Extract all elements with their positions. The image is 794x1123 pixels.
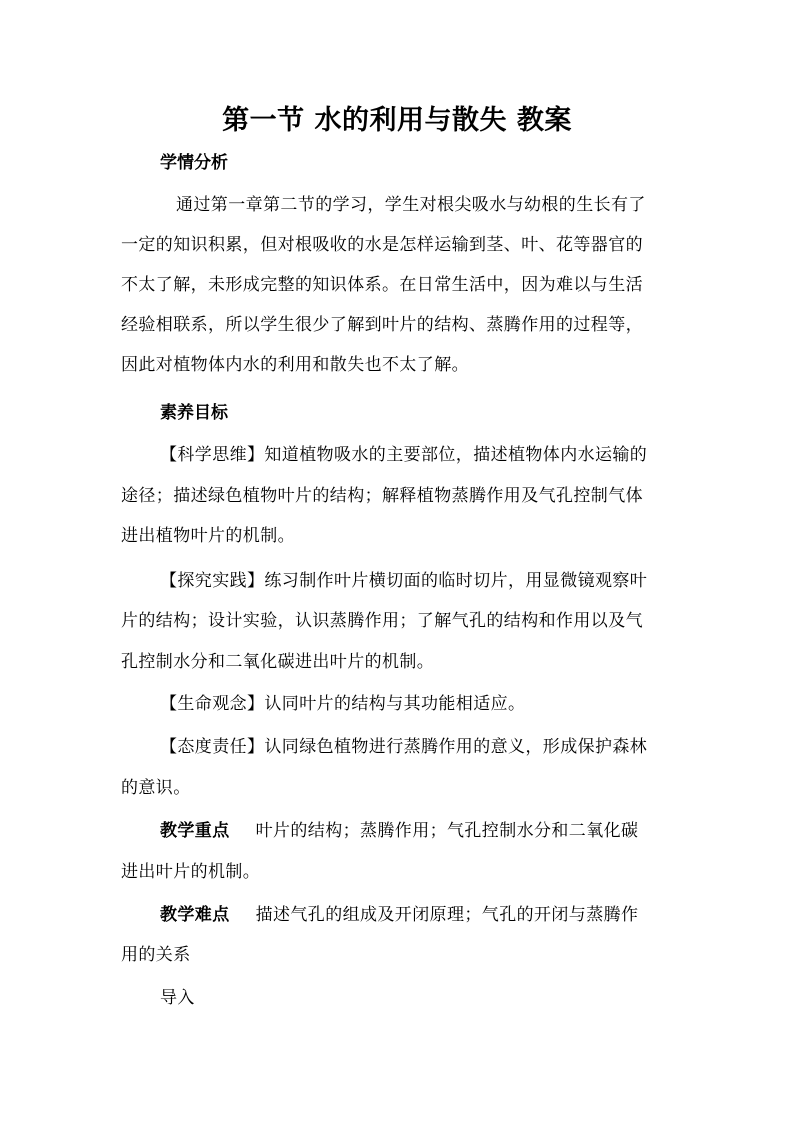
paragraph-line: 经验相联系，所以学生很少了解到叶片的结构、蒸腾作用的过程等， bbox=[121, 315, 643, 335]
goal-practice-line: 孔控制水分和二氧化碳进出叶片的机制。 bbox=[121, 652, 435, 672]
goal-practice-line: 片的结构；设计实验，认识蒸腾作用；了解气孔的结构和作用以及气 bbox=[121, 611, 643, 631]
paragraph-line: 因此对植物体内水的利用和散失也不太了解。 bbox=[121, 355, 469, 375]
difficulties-label: 教学难点 bbox=[160, 905, 230, 925]
goal-thinking-line: 进出植物叶片的机制。 bbox=[121, 526, 295, 546]
goal-attitude-line: 【态度责任】认同绿色植物进行蒸腾作用的意义，形成保护森林 bbox=[160, 737, 648, 757]
paragraph-line: 不太了解，未形成完整的知识体系。在日常生活中，因为难以与生活 bbox=[121, 275, 643, 295]
goal-thinking-line: 途径；描述绿色植物叶片的结构；解释植物蒸腾作用及气孔控制气体 bbox=[121, 486, 643, 506]
key-points-line bbox=[160, 816, 638, 841]
goal-thinking-line: 【科学思维】知道植物吸水的主要部位，描述植物体内水运输的 bbox=[160, 445, 648, 465]
section-heading-goals: 素养目标 bbox=[160, 403, 228, 423]
key-points-label: 教学重点 bbox=[160, 821, 230, 841]
difficulties-line bbox=[160, 900, 638, 925]
section-heading-analysis: 学情分析 bbox=[160, 153, 228, 173]
key-points-line: 进出叶片的机制。 bbox=[121, 862, 261, 882]
goal-life-line: 【生命观念】认同叶片的结构与其功能相适应。 bbox=[160, 694, 526, 714]
difficulties-line: 用的关系 bbox=[121, 945, 191, 965]
key-points-text: 叶片的结构；蒸腾作用；气孔控制水分和二氧化碳 bbox=[255, 821, 639, 841]
paragraph-line: 通过第一章第二节的学习，学生对根尖吸水与幼根的生长有了 bbox=[176, 195, 646, 215]
page-title: 第一节 水的利用与散失 教案 bbox=[222, 105, 572, 136]
paragraph-line: 一定的知识积累，但对根吸收的水是怎样运输到茎、叶、花等器官的 bbox=[121, 235, 643, 255]
goal-practice-line: 【探究实践】练习制作叶片横切面的临时切片，用显微镜观察叶 bbox=[160, 571, 648, 591]
goal-attitude-line: 的意识。 bbox=[121, 778, 191, 798]
difficulties-text: 描述气孔的组成及开闭原理；气孔的开闭与蒸腾作 bbox=[255, 905, 639, 925]
intro-heading: 导入 bbox=[160, 988, 195, 1008]
